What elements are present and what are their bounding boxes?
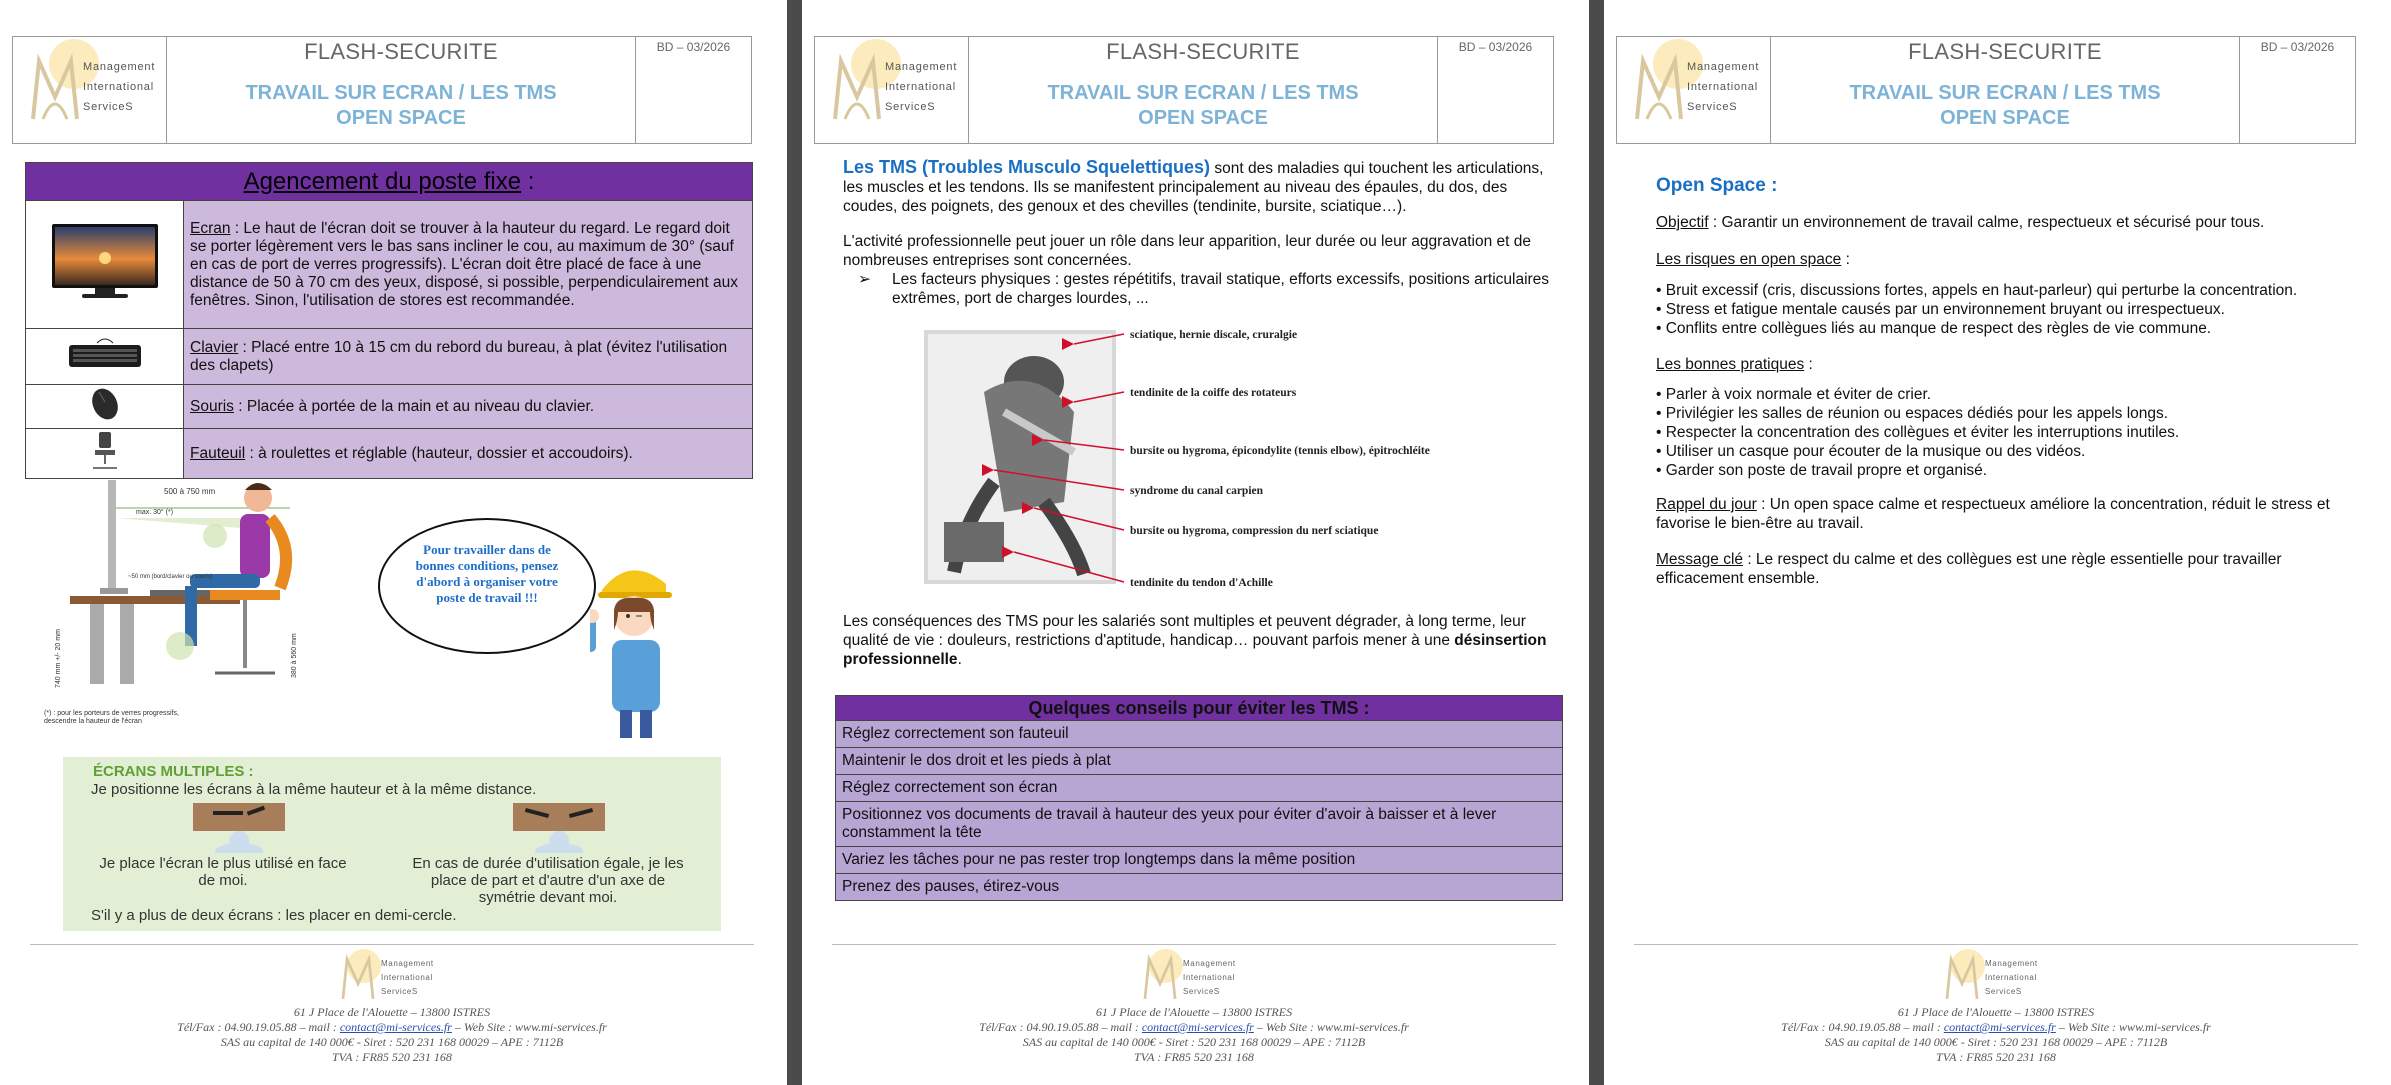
table-title: Agencement du poste fixe : — [26, 163, 753, 201]
footer-contact: Tél/Fax : 04.90.19.05.88 – mail : contact@mi-services.fr – Web Site : www.mi-services.fr — [1781, 1020, 2211, 1034]
page-1 — [0, 0, 787, 1085]
tip-row: Positionnez vos documents de travail à hauteur des yeux pour éviter d'avoir à baisser et à lever constamment la tête — [836, 802, 1563, 847]
dist-label: 500 à 750 mm — [164, 487, 216, 496]
tip-row: Prenez des pauses, étirez-vous — [836, 874, 1563, 901]
row-fauteuil: Fauteuil : à roulettes et réglable (hauteur, dossier et accoudoirs). — [184, 429, 753, 479]
email-link[interactable]: contact@mi-services.fr — [1141, 1020, 1254, 1034]
doc-ref: BD – 03/2026 — [2260, 40, 2335, 54]
list-item: • Parler à voix normale et éviter de crier. — [1656, 386, 1932, 403]
tip-row: Variez les tâches pour ne pas rester trop longtemps dans la même position — [836, 847, 1563, 874]
footer-legal: SAS au capital de 140 000€ - Siret : 520 231 168 00029 – APE : 7112B — [220, 1035, 564, 1049]
page-header — [814, 36, 1554, 144]
flash-label: FLASH-SECURITE — [1106, 39, 1300, 64]
angle-label: max. 30° (*) — [136, 509, 174, 516]
list-item: • Respecter la concentration des collègues et éviter les interruptions inutiles. — [1656, 424, 2180, 441]
monitor-icon — [26, 201, 184, 329]
logo-text-2: International — [83, 81, 154, 93]
footer-contact: Tél/Fax : 04.90.19.05.88 – mail : contact@mi-services.fr – Web Site : www.mi-services.fr — [979, 1020, 1409, 1034]
tms-para-2: L'activité professionnelle peut jouer un rôle dans leur apparition, leur durée ou leur aggravation et de nombreuses entreprises sont concernées. — [843, 233, 1531, 269]
flash-label: FLASH-SECURITE — [304, 39, 498, 64]
fig-label-2: tendinite de la coiffe des rotateurs — [1130, 387, 1297, 399]
single-screen-icon — [193, 803, 285, 853]
tms-para-3: Les conséquences des TMS pour les salariés sont multiples et peuvent dégrader, à long terme, leur qualité de vie : douleurs, restrictions d'aptitude, handicap… pouvant parfois mener à une désinsertion professionnelle. — [843, 613, 1547, 668]
worker-illustration — [590, 560, 690, 740]
footer-legal: SAS au capital de 140 000€ - Siret : 520 231 168 00029 – APE : 7112B — [1824, 1035, 2168, 1049]
practices-label: Les bonnes pratiques : — [1656, 356, 1813, 373]
flash-label: FLASH-SECURITE — [1908, 39, 2102, 64]
ergonomics-illustration — [40, 478, 340, 728]
rappel: Rappel du jour : Un open space calme et respectueux améliore la concentration, réduit le stress et favorise le bien-être au travail. — [1656, 496, 2330, 532]
ergo-note: (*) : pour les porteurs de verres progressifs, descendre la hauteur de l'écran — [44, 710, 179, 725]
doc-title: TRAVAIL SUR ECRAN / LES TMS OPEN SPACE — [1849, 82, 2161, 129]
company-logo — [19, 39, 164, 129]
multi-case-2: En cas de durée d'utilisation égale, je les place de part et d'autre d'un axe de symétrie devant moi. — [412, 855, 684, 906]
fig-label-3: bursite ou hygroma, épicondylite (tennis elbow), épitrochléite — [1130, 445, 1430, 457]
tips-title: Quelques conseils pour éviter les TMS : — [836, 696, 1563, 721]
doc-title: TRAVAIL SUR ECRAN / LES TMS OPEN SPACE — [245, 82, 557, 129]
workstation-table — [25, 162, 753, 479]
tips-table — [835, 695, 1563, 901]
desk-label: 740 mm +/- 20 mm — [55, 629, 62, 688]
fig-label-5: bursite ou hygroma, compression du nerf sciatique — [1130, 525, 1379, 537]
page-footer — [832, 944, 1556, 1065]
footer-tva: TVA : FR85 520 231 168 — [1936, 1050, 2056, 1064]
footer-logo: Management International ServiceS — [1139, 949, 1249, 1005]
page-3 — [1604, 0, 2391, 1085]
page-2 — [802, 0, 1589, 1085]
multi-line-2: S'il y a plus de deux écrans : les placer en demi-cercle. — [91, 907, 457, 924]
multi-heading: ÉCRANS MULTIPLES : — [93, 763, 254, 780]
footer-address: 61 J Place de l'Alouette – 13800 ISTRES — [1897, 1005, 2095, 1019]
list-item: • Utiliser un casque pour écouter de la musique ou des vidéos. — [1656, 443, 2086, 460]
message-cle: Message clé : Le respect du calme et des collègues est une règle essentielle pour travailler efficacement ensemble. — [1656, 551, 2282, 587]
header-title-cell — [969, 37, 1438, 143]
header-title-cell — [167, 37, 636, 143]
open-space-heading: Open Space : — [1656, 175, 1778, 196]
risks-label: Les risques en open space : — [1656, 251, 1850, 268]
list-item: • Privilégier les salles de réunion ou espaces dédiés pour les appels longs. — [1656, 405, 2169, 422]
keyboard-icon — [26, 329, 184, 385]
footer-tva: TVA : FR85 520 231 168 — [332, 1050, 452, 1064]
footer-tva: TVA : FR85 520 231 168 — [1134, 1050, 1254, 1064]
logo-text-3: ServiceS — [83, 101, 134, 113]
tms-body-figure — [924, 322, 1504, 592]
kb-label: ~50 mm (bord/clavier ou souris) — [128, 574, 213, 580]
multi-case-1: Je place l'écran le plus utilisé en face de moi. — [99, 855, 347, 889]
seat-label: 380 à 560 mm — [291, 633, 298, 678]
tip-row: Réglez correctement son fauteuil — [836, 721, 1563, 748]
logo-text-1: Management — [83, 61, 156, 73]
email-link[interactable]: contact@mi-services.fr — [1943, 1020, 2056, 1034]
tip-row: Maintenir le dos droit et les pieds à plat — [836, 748, 1563, 775]
company-logo: Management International ServiceS — [1623, 39, 1768, 129]
header-title-cell — [1771, 37, 2240, 143]
tms-intro: Les TMS (Troubles Musculo Squelettiques) sont des maladies qui touchent les articulations, les muscles et les tendons. Ils se manifestent principalement au niveau des épaules, du dos, des coudes, des poignets, des genoux et des chevilles (tendinite, bursite, sciatique…). — [843, 157, 1544, 215]
row-clavier: Clavier : Placé entre 10 à 15 cm du rebord du bureau, à plat (évitez l'utilisation des clapets) — [184, 329, 753, 385]
logo-cell — [815, 37, 969, 143]
page-header — [12, 36, 752, 144]
arrow-bullet-icon: ➢ — [858, 271, 871, 288]
footer-logo: Management International ServiceS — [337, 949, 447, 1005]
page-header — [1616, 36, 2356, 144]
row-souris: Souris : Placée à portée de la main et au niveau du clavier. — [184, 385, 753, 429]
mouse-icon — [26, 385, 184, 429]
page-footer — [30, 944, 754, 1065]
tip-row: Réglez correctement son écran — [836, 775, 1563, 802]
footer-legal: SAS au capital de 140 000€ - Siret : 520 231 168 00029 – APE : 7112B — [1022, 1035, 1366, 1049]
speech-bubble: Pour travailler dans de bonnes conditions, pensez d'abord à organiser votre poste de travail !!! — [378, 518, 596, 654]
list-item: • Bruit excessif (cris, discussions fortes, appels en haut-parleur) qui perturbe la concentration. — [1656, 282, 2298, 299]
row-ecran: Ecran : Le haut de l'écran doit se trouver à la hauteur du regard. Le regard doit se porter légèrement vers le bas sans incliner le cou, au maximum de 30° (sauf en cas de port de verres progressifs). L'écran doit être placé de face à une distance de 50 à 70 cm des yeux, disposé, si possible, perpendiculairement aux fenêtres. Sinon, l'utilisation de stores est recommandée. — [184, 201, 753, 329]
fig-label-6: tendinite du tendon d'Achille — [1130, 577, 1273, 589]
footer-address: 61 J Place de l'Alouette – 13800 ISTRES — [293, 1005, 491, 1019]
objectif: Objectif : Garantir un environnement de travail calme, respectueux et sécurisé pour tous. — [1656, 214, 2265, 231]
page-footer — [1634, 944, 2358, 1065]
list-item: • Garder son poste de travail propre et organisé. — [1656, 462, 1988, 479]
list-item: • Conflits entre collègues liés au manque de respect des règles de vie commune. — [1656, 320, 2212, 337]
doc-ref: BD – 03/2026 — [656, 40, 731, 54]
fig-label-1: sciatique, hernie discale, cruralgie — [1130, 329, 1298, 341]
doc-title: TRAVAIL SUR ECRAN / LES TMS OPEN SPACE — [1047, 82, 1359, 129]
email-link[interactable]: contact@mi-services.fr — [339, 1020, 452, 1034]
footer-contact: Tél/Fax : 04.90.19.05.88 – mail : contact@mi-services.fr – Web Site : www.mi-services.fr — [177, 1020, 607, 1034]
practices-list — [1656, 385, 2356, 480]
dual-screen-icon — [513, 803, 605, 853]
doc-ref: BD – 03/2026 — [1458, 40, 1533, 54]
logo-cell — [1617, 37, 1771, 143]
footer-address: 61 J Place de l'Alouette – 13800 ISTRES — [1095, 1005, 1293, 1019]
list-item: • Stress et fatigue mentale causés par un environnement bruyant ou irrespectueux. — [1656, 301, 2225, 318]
chair-icon — [26, 429, 184, 479]
fig-label-4: syndrome du canal carpien — [1130, 485, 1264, 497]
multi-line-1: Je positionne les écrans à la même hauteur et à la même distance. — [91, 781, 537, 798]
multiple-screens-box — [63, 757, 721, 931]
logo-cell — [13, 37, 167, 143]
tms-bullet: ➢ Les facteurs physiques : gestes répétitifs, travail statique, efforts excessifs, positions articulaires extrêmes, port de charges lourdes, ... — [858, 271, 1550, 307]
company-logo: Management International ServiceS — [821, 39, 966, 129]
risks-list — [1656, 281, 2356, 338]
footer-logo: Management International ServiceS — [1941, 949, 2051, 1005]
